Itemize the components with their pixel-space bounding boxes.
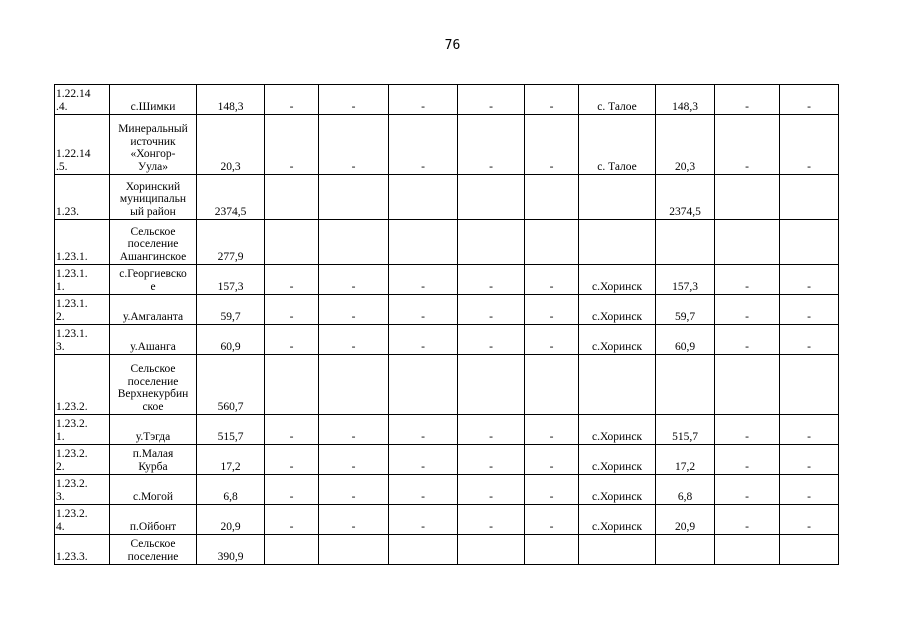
- row-dash-cell: -: [319, 115, 389, 175]
- row-dash-cell: [780, 175, 839, 220]
- row-dash-cell: -: [319, 295, 389, 325]
- row-dash-cell: [525, 220, 579, 265]
- row-code: 1.23.1. 1.: [55, 265, 110, 295]
- row-dash-cell: [715, 220, 780, 265]
- row-dash-cell: [265, 175, 319, 220]
- row-dash-cell: -: [389, 445, 458, 475]
- row-dash-cell: -: [780, 115, 839, 175]
- row-dash-cell: -: [265, 475, 319, 505]
- row-value: 60,9: [197, 325, 265, 355]
- row-dash-cell: -: [319, 505, 389, 535]
- row-value: 20,3: [197, 115, 265, 175]
- row-dash-cell: [780, 355, 839, 415]
- row-value-2: [656, 220, 715, 265]
- row-dash-cell: [389, 220, 458, 265]
- row-dash-cell: -: [715, 295, 780, 325]
- row-name: с.Шимки: [110, 85, 197, 115]
- row-value: 2374,5: [197, 175, 265, 220]
- row-location: [579, 355, 656, 415]
- row-dash-cell: -: [265, 265, 319, 295]
- row-dash-cell: -: [525, 475, 579, 505]
- row-name: с.Георгиевско е: [110, 265, 197, 295]
- row-dash-cell: [525, 175, 579, 220]
- row-dash-cell: -: [389, 265, 458, 295]
- row-value-2: 59,7: [656, 295, 715, 325]
- row-dash-cell: -: [265, 505, 319, 535]
- row-dash-cell: [265, 220, 319, 265]
- row-location: с.Хоринск: [579, 505, 656, 535]
- table-row: [55, 415, 839, 445]
- row-value-2: [656, 355, 715, 415]
- row-dash-cell: [319, 175, 389, 220]
- row-value-2: 2374,5: [656, 175, 715, 220]
- row-dash-cell: [265, 355, 319, 415]
- row-dash-cell: -: [715, 415, 780, 445]
- row-name: Минеральный источник «Хонгор- Уула»: [110, 115, 197, 175]
- row-name: п.Ойбонт: [110, 505, 197, 535]
- row-dash-cell: -: [319, 475, 389, 505]
- row-dash-cell: -: [715, 505, 780, 535]
- row-code: 1.23.2. 1.: [55, 415, 110, 445]
- row-dash-cell: -: [389, 85, 458, 115]
- row-dash-cell: -: [458, 475, 525, 505]
- row-location: с.Хоринск: [579, 295, 656, 325]
- row-dash-cell: -: [458, 445, 525, 475]
- row-location: с.Хоринск: [579, 415, 656, 445]
- row-value-2: 148,3: [656, 85, 715, 115]
- row-value: 560,7: [197, 355, 265, 415]
- row-code: 1.23.3.: [55, 535, 110, 565]
- row-name: Сельское поселение Ашангинское: [110, 220, 197, 265]
- row-dash-cell: -: [780, 475, 839, 505]
- row-dash-cell: [389, 175, 458, 220]
- row-code: 1.23.2. 2.: [55, 445, 110, 475]
- row-name: Сельское поселение Верхнекурбин ское: [110, 355, 197, 415]
- row-dash-cell: -: [265, 445, 319, 475]
- row-value-2: 157,3: [656, 265, 715, 295]
- row-dash-cell: -: [319, 325, 389, 355]
- row-location: с.Хоринск: [579, 265, 656, 295]
- row-name: у.Ашанга: [110, 325, 197, 355]
- row-dash-cell: -: [319, 415, 389, 445]
- row-dash-cell: -: [780, 325, 839, 355]
- row-dash-cell: -: [265, 415, 319, 445]
- row-location: с.Хоринск: [579, 445, 656, 475]
- row-dash-cell: -: [780, 85, 839, 115]
- table-row: [55, 325, 839, 355]
- row-name: у.Амгаланта: [110, 295, 197, 325]
- row-dash-cell: -: [319, 85, 389, 115]
- row-dash-cell: [389, 535, 458, 565]
- row-dash-cell: [458, 175, 525, 220]
- row-dash-cell: -: [525, 115, 579, 175]
- row-dash-cell: [715, 175, 780, 220]
- row-name: Сельское поселение: [110, 535, 197, 565]
- row-dash-cell: -: [525, 415, 579, 445]
- row-dash-cell: -: [458, 295, 525, 325]
- row-dash-cell: -: [525, 445, 579, 475]
- row-dash-cell: -: [715, 445, 780, 475]
- table-row: [55, 505, 839, 535]
- row-value-2: 60,9: [656, 325, 715, 355]
- row-value-2: 515,7: [656, 415, 715, 445]
- row-dash-cell: -: [525, 295, 579, 325]
- row-value: 157,3: [197, 265, 265, 295]
- row-name: п.Малая Курба: [110, 445, 197, 475]
- row-dash-cell: [389, 355, 458, 415]
- row-dash-cell: [319, 220, 389, 265]
- row-location: [579, 535, 656, 565]
- row-code: 1.23.1. 3.: [55, 325, 110, 355]
- row-dash-cell: -: [458, 115, 525, 175]
- row-dash-cell: [319, 535, 389, 565]
- row-name: Хоринский муниципальн ый район: [110, 175, 197, 220]
- row-dash-cell: [715, 355, 780, 415]
- row-value: 20,9: [197, 505, 265, 535]
- table-row: [55, 535, 839, 565]
- row-value: 59,7: [197, 295, 265, 325]
- row-name: с.Могой: [110, 475, 197, 505]
- table-row: [55, 355, 839, 415]
- row-value-2: 20,9: [656, 505, 715, 535]
- row-code: 1.23.2. 3.: [55, 475, 110, 505]
- row-dash-cell: -: [389, 295, 458, 325]
- row-value-2: 20,3: [656, 115, 715, 175]
- row-code: 1.23.2.: [55, 355, 110, 415]
- row-dash-cell: -: [458, 265, 525, 295]
- table-row: [55, 475, 839, 505]
- row-dash-cell: -: [780, 295, 839, 325]
- table-row: [55, 85, 839, 115]
- row-dash-cell: -: [780, 505, 839, 535]
- row-dash-cell: -: [319, 265, 389, 295]
- row-location: с. Талое: [579, 85, 656, 115]
- row-dash-cell: [525, 535, 579, 565]
- row-dash-cell: -: [389, 325, 458, 355]
- row-dash-cell: [458, 355, 525, 415]
- row-dash-cell: [780, 535, 839, 565]
- row-location: с. Талое: [579, 115, 656, 175]
- row-code: 1.23.1.: [55, 220, 110, 265]
- row-dash-cell: -: [389, 415, 458, 445]
- row-value: 390,9: [197, 535, 265, 565]
- row-code: 1.23.1. 2.: [55, 295, 110, 325]
- row-dash-cell: -: [265, 325, 319, 355]
- settlements-table: [54, 84, 839, 565]
- page-number: 76: [444, 38, 461, 53]
- table-row: [55, 115, 839, 175]
- row-dash-cell: -: [525, 85, 579, 115]
- row-dash-cell: -: [265, 115, 319, 175]
- row-dash-cell: -: [525, 505, 579, 535]
- row-dash-cell: -: [780, 415, 839, 445]
- row-dash-cell: -: [525, 325, 579, 355]
- row-value: 6,8: [197, 475, 265, 505]
- row-dash-cell: [715, 535, 780, 565]
- row-dash-cell: -: [265, 85, 319, 115]
- row-value: 515,7: [197, 415, 265, 445]
- row-code: 1.23.: [55, 175, 110, 220]
- row-dash-cell: [265, 535, 319, 565]
- row-dash-cell: -: [715, 475, 780, 505]
- row-dash-cell: -: [715, 85, 780, 115]
- row-dash-cell: -: [458, 85, 525, 115]
- row-code: 1.22.14 .5.: [55, 115, 110, 175]
- row-value: 148,3: [197, 85, 265, 115]
- table-body: [55, 85, 839, 565]
- row-value-2: 17,2: [656, 445, 715, 475]
- row-dash-cell: -: [265, 295, 319, 325]
- table-row: [55, 445, 839, 475]
- row-dash-cell: -: [525, 265, 579, 295]
- row-dash-cell: -: [389, 505, 458, 535]
- row-dash-cell: -: [458, 415, 525, 445]
- row-value-2: 6,8: [656, 475, 715, 505]
- row-location: с.Хоринск: [579, 475, 656, 505]
- row-dash-cell: -: [458, 325, 525, 355]
- table-row: [55, 220, 839, 265]
- row-dash-cell: -: [458, 505, 525, 535]
- row-dash-cell: -: [389, 115, 458, 175]
- row-value-2: [656, 535, 715, 565]
- table-row: [55, 295, 839, 325]
- row-location: с.Хоринск: [579, 325, 656, 355]
- row-dash-cell: [319, 355, 389, 415]
- row-value: 277,9: [197, 220, 265, 265]
- row-code: 1.22.14 .4.: [55, 85, 110, 115]
- row-dash-cell: [525, 355, 579, 415]
- row-dash-cell: -: [715, 325, 780, 355]
- row-dash-cell: [458, 535, 525, 565]
- row-name: у.Тэгда: [110, 415, 197, 445]
- row-dash-cell: -: [780, 445, 839, 475]
- row-code: 1.23.2. 4.: [55, 505, 110, 535]
- row-dash-cell: -: [715, 265, 780, 295]
- row-dash-cell: -: [389, 475, 458, 505]
- row-dash-cell: -: [780, 265, 839, 295]
- table-row: [55, 175, 839, 220]
- table-row: [55, 265, 839, 295]
- row-location: [579, 175, 656, 220]
- row-dash-cell: -: [715, 115, 780, 175]
- row-value: 17,2: [197, 445, 265, 475]
- row-dash-cell: [458, 220, 525, 265]
- row-dash-cell: [780, 220, 839, 265]
- row-location: [579, 220, 656, 265]
- row-dash-cell: -: [319, 445, 389, 475]
